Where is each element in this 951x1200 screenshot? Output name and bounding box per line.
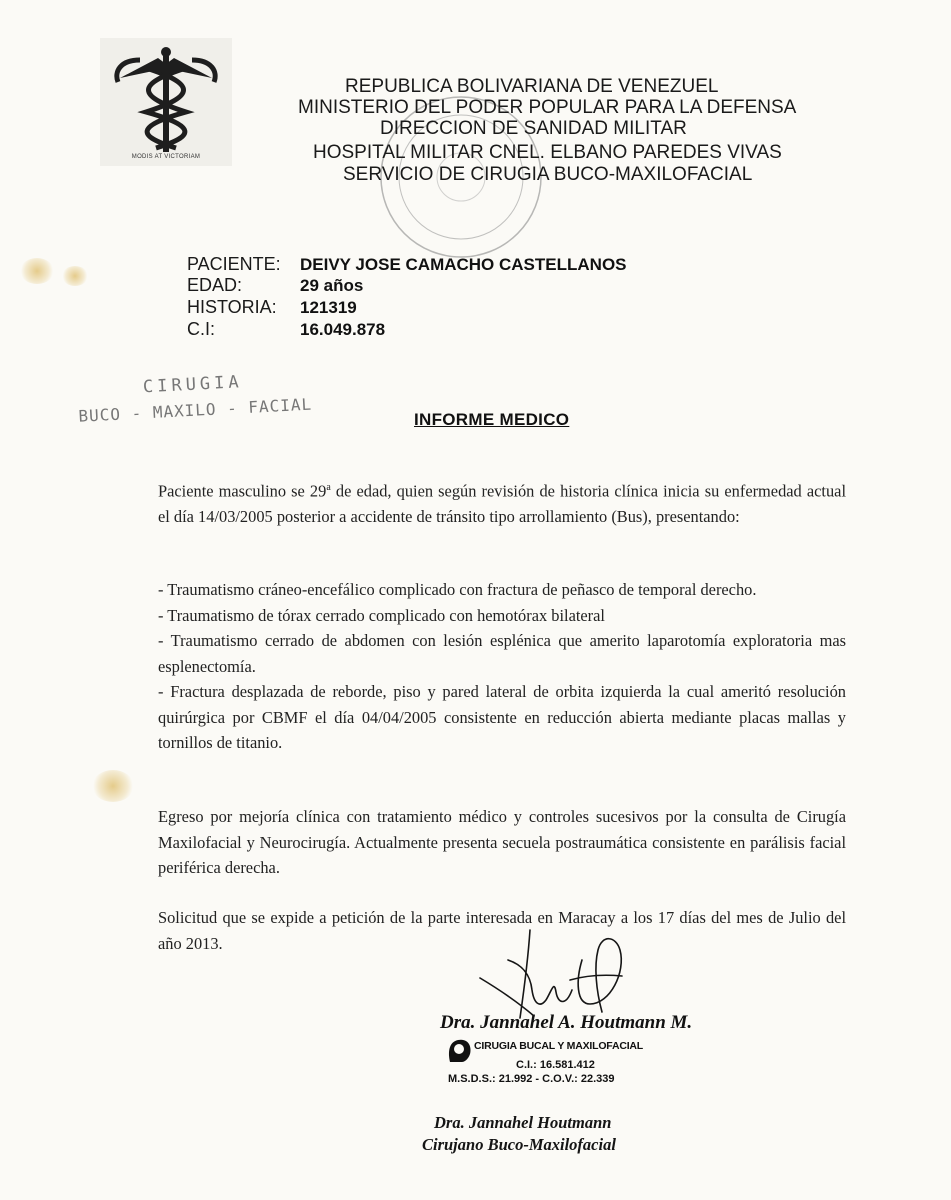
findings-list	[158, 577, 846, 756]
tooth-logo-icon	[446, 1036, 472, 1064]
logo-motto: MODIS AT VICTORIAM	[131, 154, 201, 160]
patient-name-label: PACIENTE:	[187, 254, 281, 274]
closing-text: Solicitud que se expide a petición de la parte interesada en Maracay a los 17 días del mes de Julio del año 2013.	[158, 908, 846, 953]
stamp-specialty: CIRUGIA BUCAL Y MAXILOFACIAL	[474, 1040, 644, 1052]
finding-item: - Traumatismo cráneo-encefálico complicado con fractura de peñasco de temporal derecho.	[158, 580, 757, 599]
header-ministry: MINISTERIO DEL PODER POPULAR PARA LA DEFENSA	[298, 97, 797, 118]
finding-item: - Fractura desplazada de reborde, piso y pared lateral de orbita izquierda la cual ameritó resolución quirúrgica por CBMF el día 04/04/2005 consistente en reducción abierta mediante placas mallas y tornillos de titanio.	[158, 682, 846, 752]
intro-superscript: a	[326, 482, 331, 493]
intro-text-start: Paciente masculino se 29	[158, 481, 327, 501]
department-stamp	[77, 367, 340, 441]
doctor-name: Dra. Jannahel Houtmann	[434, 1113, 612, 1132]
stamp-ci: C.I.: 16.581.412	[516, 1059, 595, 1071]
history-label: HISTORIA:	[187, 297, 277, 317]
stamp-line-1: CIRUGIA	[142, 372, 244, 398]
intro-text-end: de edad, quien según revisión de historia clínica inicia su enfermedad actual el día 14/03/2005 posterior a accidente de tránsito tipo arrollamiento (Bus), presentando:	[158, 481, 846, 526]
age-value: 29 años	[300, 276, 364, 295]
stamp-doctor-name: Dra. Jannahel A. Houtmann M.	[440, 1012, 693, 1033]
doctor-role: Cirujano Buco-Maxilofacial	[422, 1135, 616, 1154]
paper-stain	[92, 770, 134, 802]
discharge-paragraph	[158, 804, 846, 881]
military-logo	[100, 38, 232, 166]
patient-name: DEIVY JOSE CAMACHO CASTELLANOS	[300, 255, 627, 274]
caduceus-emblem-icon	[100, 38, 232, 166]
header-direction: DIRECCION DE SANIDAD MILITAR	[380, 118, 687, 139]
header-country: REPUBLICA BOLIVARIANA DE VENEZUEL	[345, 76, 719, 97]
finding-item: - Traumatismo cerrado de abdomen con lesión esplénica que amerito laparotomía exploratoria mas esplenectomía.	[158, 631, 846, 676]
ci-value: 16.049.878	[300, 320, 386, 339]
stamp-line-2: BUCO - MAXILO - FACIAL	[77, 394, 313, 426]
report-title: INFORME MEDICO	[414, 410, 570, 429]
paper-stain	[62, 266, 88, 286]
age-label: EDAD:	[187, 275, 243, 295]
stamp-registry: M.S.D.S.: 21.992 - C.O.V.: 22.339	[448, 1073, 615, 1085]
header-service: SERVICIO DE CIRUGIA BUCO-MAXILOFACIAL	[343, 164, 753, 185]
history-value: 121319	[300, 298, 357, 317]
ci-label: C.I:	[187, 319, 216, 339]
header-hospital: HOSPITAL MILITAR CNEL. ELBANO PAREDES VIVAS	[313, 142, 782, 163]
intro-paragraph	[158, 475, 846, 529]
paper-stain	[20, 258, 54, 284]
finding-item: - Traumatismo de tórax cerrado complicado con hemotórax bilateral	[158, 605, 605, 625]
discharge-text: Egreso por mejoría clínica con tratamiento médico y controles sucesivos por la consulta de Cirugía Maxilofacial y Neurocirugía. Actualmente presenta secuela postraumática consistente en parálisis facial periférica derecha.	[158, 807, 846, 877]
